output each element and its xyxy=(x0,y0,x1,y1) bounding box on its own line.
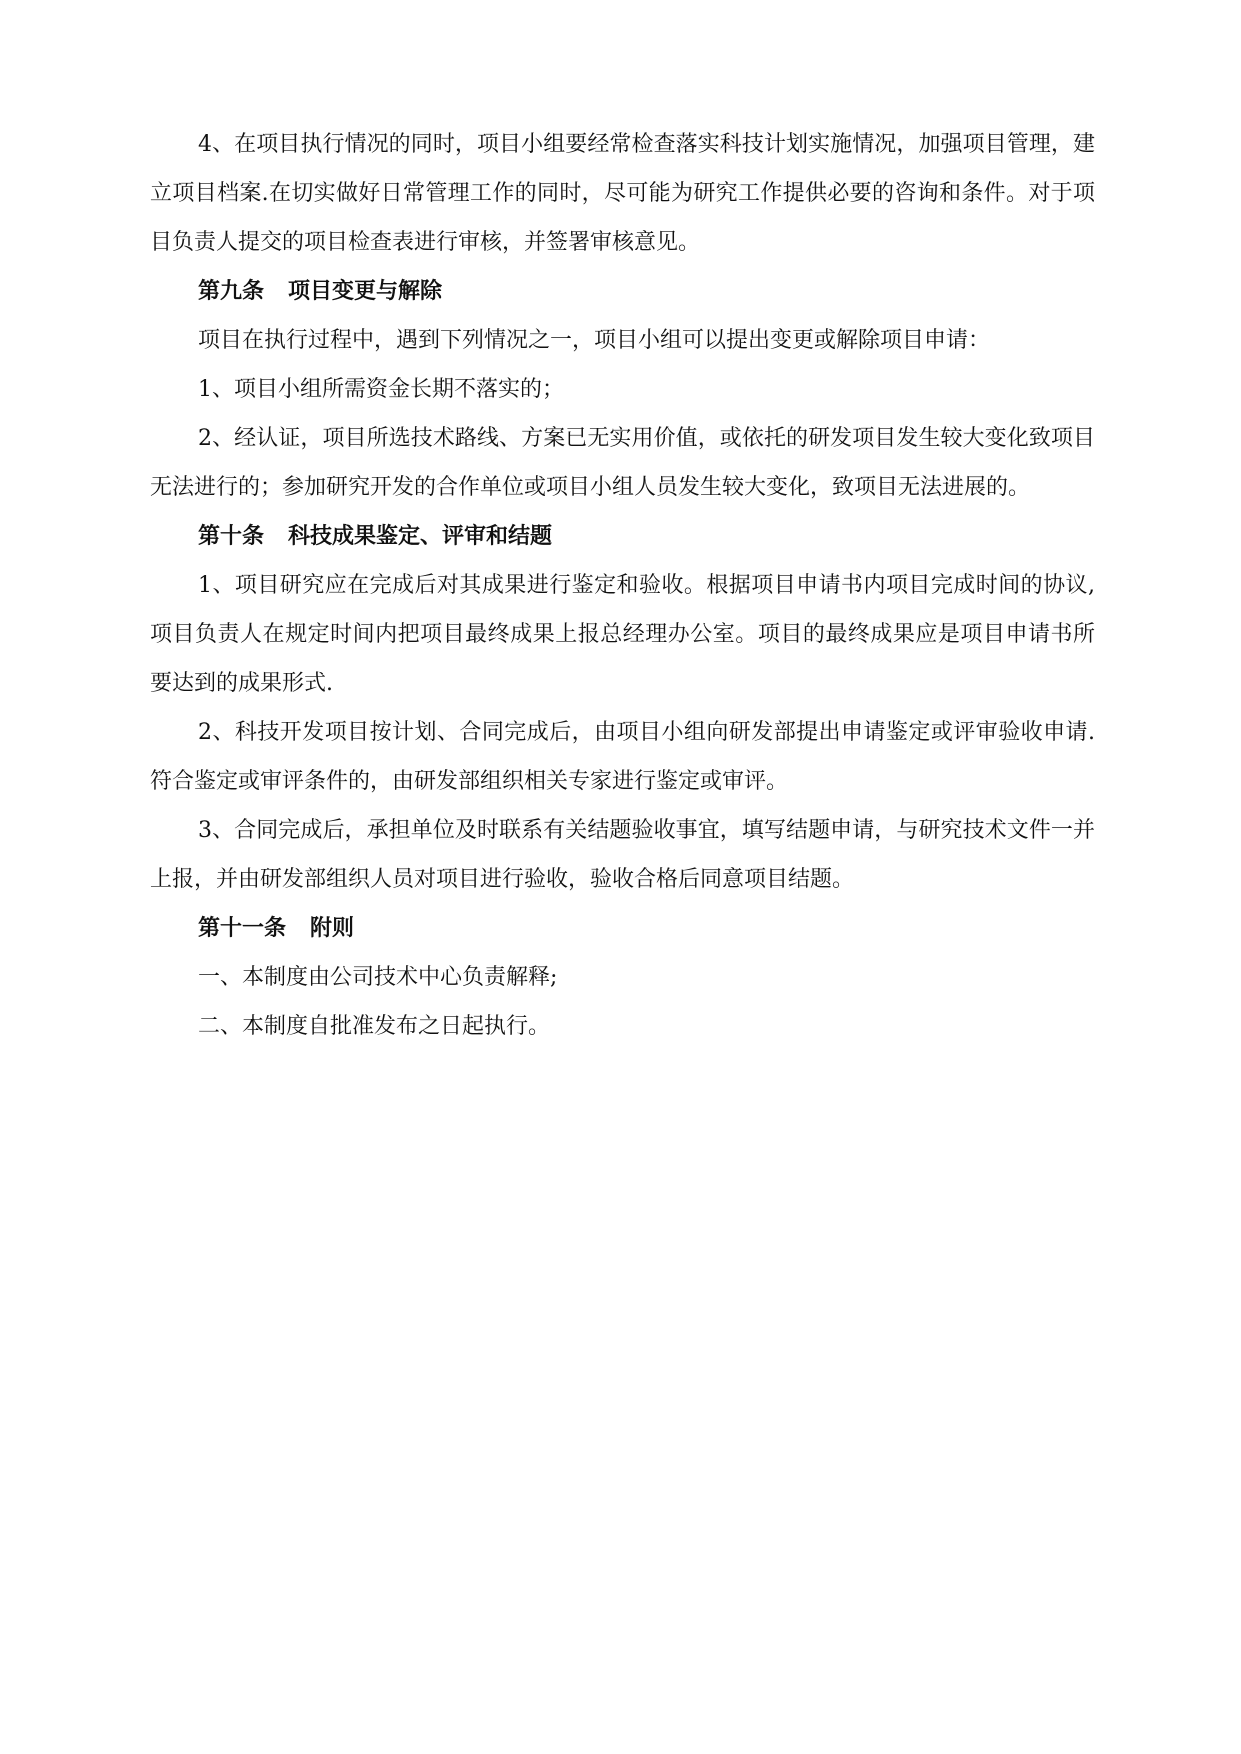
paragraph-change-item-2: 2、经认证，项目所选技术路线、方案已无实用价值，或依托的研发项目发生较大变化致项目无法进行的；参加研究开发的合作单位或项目小组人员发生较大变化，致项目无法进展的。 xyxy=(150,426,1095,500)
article-10-title: 科技成果鉴定、评审和结题 xyxy=(288,524,553,549)
article-10-number: 第十条 xyxy=(198,524,265,549)
paragraph-appraisal-item-3: 3、合同完成后，承担单位及时联系有关结题验收事宜，填写结题申请，与研究技术文件一并上报，并由研发部组织人员对项目进行验收，验收合格后同意项目结题。 xyxy=(150,818,1095,892)
paragraph-change-item-1: 1、项目小组所需资金长期不落实的； xyxy=(198,377,564,402)
paragraph-4-project-management: 4、在项目执行情况的同时，项目小组要经常检查落实科技计划实施情况，加强项目管理，建立项目档案.在切实做好日常管理工作的同时，尽可能为研究工作提供必要的咨询和条件。对于项目负责人提交的项目检查表进行审核，并签署审核意见。 xyxy=(150,132,1095,255)
article-11-heading xyxy=(150,904,1095,953)
article-11-number: 第十一条 xyxy=(198,916,287,941)
document-page xyxy=(150,120,1095,1051)
paragraph-appraisal-item-1: 1、项目研究应在完成后对其成果进行鉴定和验收。根据项目申请书内项目完成时间的协议,项目负责人在规定时间内把项目最终成果上报总经理办公室。项目的最终成果应是项目申请书所要达到的成果形式. xyxy=(150,573,1095,696)
paragraph-change-intro: 项目在执行过程中，遇到下列情况之一，项目小组可以提出变更或解除项目申请： xyxy=(198,328,991,353)
article-9-title: 项目变更与解除 xyxy=(288,279,443,304)
article-10-heading xyxy=(150,512,1095,561)
article-9-number: 第九条 xyxy=(198,279,265,304)
article-11-title: 附则 xyxy=(310,916,355,941)
paragraph-supplementary-item-2: 二、本制度自批准发布之日起执行。 xyxy=(198,1014,551,1039)
paragraph-supplementary-item-1: 一、本制度由公司技术中心负责解释; xyxy=(198,965,558,990)
article-9-heading xyxy=(150,267,1095,316)
paragraph-appraisal-item-2: 2、科技开发项目按计划、合同完成后，由项目小组向研发部提出申请鉴定或评审验收申请.符合鉴定或审评条件的，由研发部组织相关专家进行鉴定或审评。 xyxy=(150,720,1095,794)
